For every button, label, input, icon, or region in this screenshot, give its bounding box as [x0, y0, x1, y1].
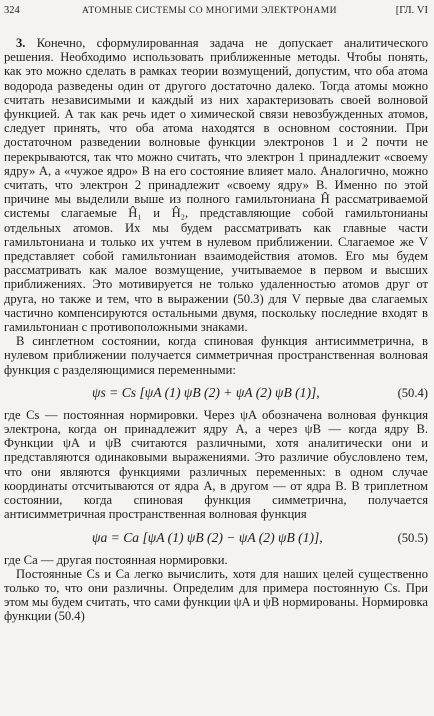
running-title: АТОМНЫЕ СИСТЕМЫ СО МНОГИМИ ЭЛЕКТРОНАМИ	[82, 6, 337, 16]
chapter-label: [ГЛ. VI	[395, 5, 428, 16]
paragraph-1-text: Конечно, сформулированная задача не допускает аналитического решения. Необходимо использовать приближенные методы. Чтобы понять, как это можно сделать в рамках теории возмущений, допустим, что оба атома водорода разведены один от другого достаточно далеко. Тогда атомы можно считать независимыми и каждый из них характеризовать своей волновой функцией. А так как речь идет о химической связи невозбужденных атомов, следует принять, что оба атома находятся в основном состоянии. При достаточном разведении волновые функции электронов 1 и 2 почти не перекрываются, так что можно считать, что электрон 1 принадлежит «своему ядру» A, а «чужое ядро» B на его состояние влияет мало. Аналогично, можно считать, что электрон 2 принадлежит «своему ядру» B. Именно по этой причине мы выделили выше из полного гамильтониана Ĥ рассматриваемой системы слагаемые Ĥ₁ и Ĥ₂, представляющие собой гамильтонианы отдельных атомов. Их мы будем рассматривать как главные части гамильтониана и только их учтем в нулевом приближении. Слагаемое же V представляет собой гамильтониан взаимодействия атомов. Его мы будем рассматривать как малое возмущение, учитываемое в первом и высших приближениях. Это мотивируется не только удаленностью атомов друг от друга, но также и тем, что в выражении (50.3) для V первые два слагаемых частично компенсируются остальными двумя, поскольку последние входят в гамильтониан с противоположными знаками.	[4, 36, 428, 335]
paragraph-5: Постоянные Cs и Ca легко вычислить, хотя для наших целей существенно только то, что они различны. Определим для примера постоянную Cs. При этом мы будем считать, что сами функции ψA и ψB нормированы. Нормировка функции (50.4)	[4, 566, 428, 624]
equation-50-5-formula: ψa = Ca [ψA (1) ψB (2) − ψA (2) ψB (1)],	[92, 529, 323, 545]
equation-50-4-formula: ψs = Cs [ψA (1) ψB (2) + ψA (2) ψB (1)],	[92, 384, 320, 400]
page-body	[4, 24, 428, 624]
page-header	[4, 4, 428, 18]
equation-50-5	[4, 526, 428, 550]
paragraph-4: где Ca — другая постоянная нормировки.	[4, 552, 228, 567]
paragraph-2: В синглетном состоянии, когда спиновая функция антисимметрична, в нулевом приближении получается симметричная пространственная волновая функция с разделяющимися переменными:	[4, 334, 428, 377]
section-number: 3.	[16, 36, 26, 50]
paragraph-1	[4, 36, 428, 334]
page-number: 324	[4, 5, 20, 16]
paragraph-3: где Cs — постоянная нормировки. Через ψA обозначена волновая функция электрона, когда он принадлежит ядру A, а через ψB — когда ядру B. Функции ψA и ψB считаются различными, хотя аналитически они и представляются одинаковыми выражениями. Это различие обусловлено тем, что они являются функциями различных переменных: в одном случае координаты отсчитываются от ядра A, в другом — от ядра B. В триплетном состоянии, когда спиновая функция симметрична, получается антисимметричная пространственная волновая функция	[4, 407, 428, 522]
equation-50-4-number: (50.4)	[397, 385, 428, 400]
equation-50-5-number: (50.5)	[397, 530, 428, 545]
equation-50-4	[4, 381, 428, 405]
